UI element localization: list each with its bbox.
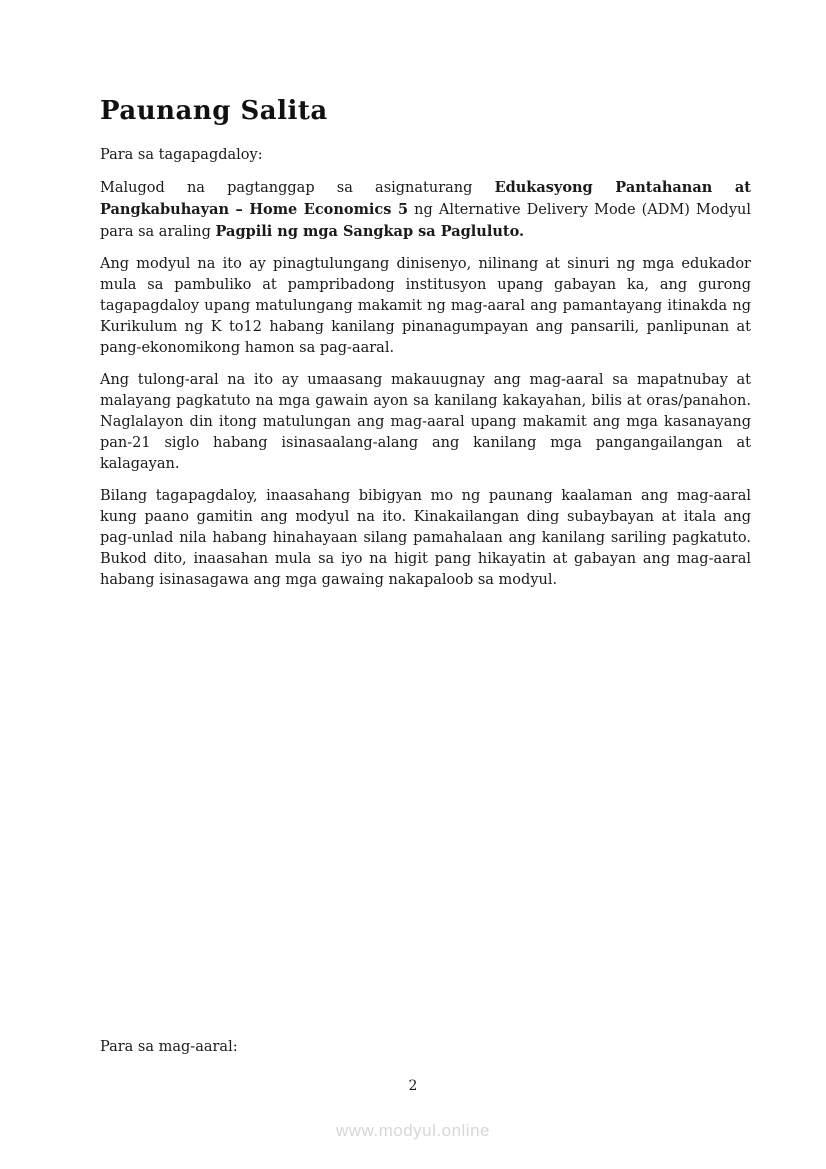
text-segment: Ang tulong-aral na ito ay umaasang makauugnay ang mag-aaral sa mapatnubay at malayang pagkatuto na mga gawain ayon sa kanilang kakayahan, bilis at oras/panahon. Naglalayon din itong matulungan ang mag-aaral upang makamit ang mga kasanayang pan-21 siglo habang isinasaalang-alang ang kanilang mga pangangailangan at kalagayan. bbox=[100, 372, 751, 472]
body-paragraph bbox=[100, 486, 751, 591]
text-segment: Ang modyul na ito ay pinagtulungang dinisenyo, nilinang at sinuri ng mga edukador mula sa pambuliko at pampribadong institusyon upang gabayan ka, ang gurong tagapagdaloy upang matulungang makamit ng mag-aaral ang pamantayang itinakda ng Kurikulum ng K to12 habang kanilang pinanagumpayan ang pansarili, panlipunan at pang-ekonomikong hamon sa pag-aaral. bbox=[100, 256, 751, 356]
page-number: 2 bbox=[408, 1078, 418, 1094]
text-segment: Malugod na pagtanggap sa asignaturang bbox=[100, 180, 495, 196]
salutation-student: Para sa mag-aaral: bbox=[100, 1039, 238, 1055]
salutation-facilitator: Para sa tagapagdaloy: bbox=[100, 147, 263, 163]
bold-text-segment: Pagpili ng mga Sangkap sa Pagluluto. bbox=[215, 223, 525, 240]
text-segment: ng Alternative Delivery Mode (ADM) Modyul para sa araling bbox=[100, 202, 752, 240]
body-paragraph bbox=[100, 370, 751, 475]
watermark-text: www.modyul.online bbox=[335, 1121, 490, 1140]
bold-text-segment: Edukasyong Pantahanan at Pangkabuhayan – Home Economics 5 bbox=[100, 179, 751, 218]
body-paragraph bbox=[100, 254, 751, 359]
paragraph-list bbox=[100, 177, 751, 591]
body-paragraph bbox=[100, 177, 751, 243]
text-segment: Bilang tagapagdaloy, inaasahang bibigyan mo ng paunang kaalaman ang mag-aaral kung paano gamitin ang modyul na ito. Kinakailangan ding subaybayan at itala ang pag-unlad nila habang hinahayaan silang pamahalaan ang kanilang sariling pagkatuto. Bukod dito, inaasahan mula sa iyo na higit pang hikayatin at gabayan ang mag-aaral habang isinasagawa ang mga gawaing nakapaloob sa modyul. bbox=[100, 488, 751, 588]
page-title: Paunang Salita bbox=[100, 96, 328, 126]
page-content bbox=[100, 96, 751, 602]
